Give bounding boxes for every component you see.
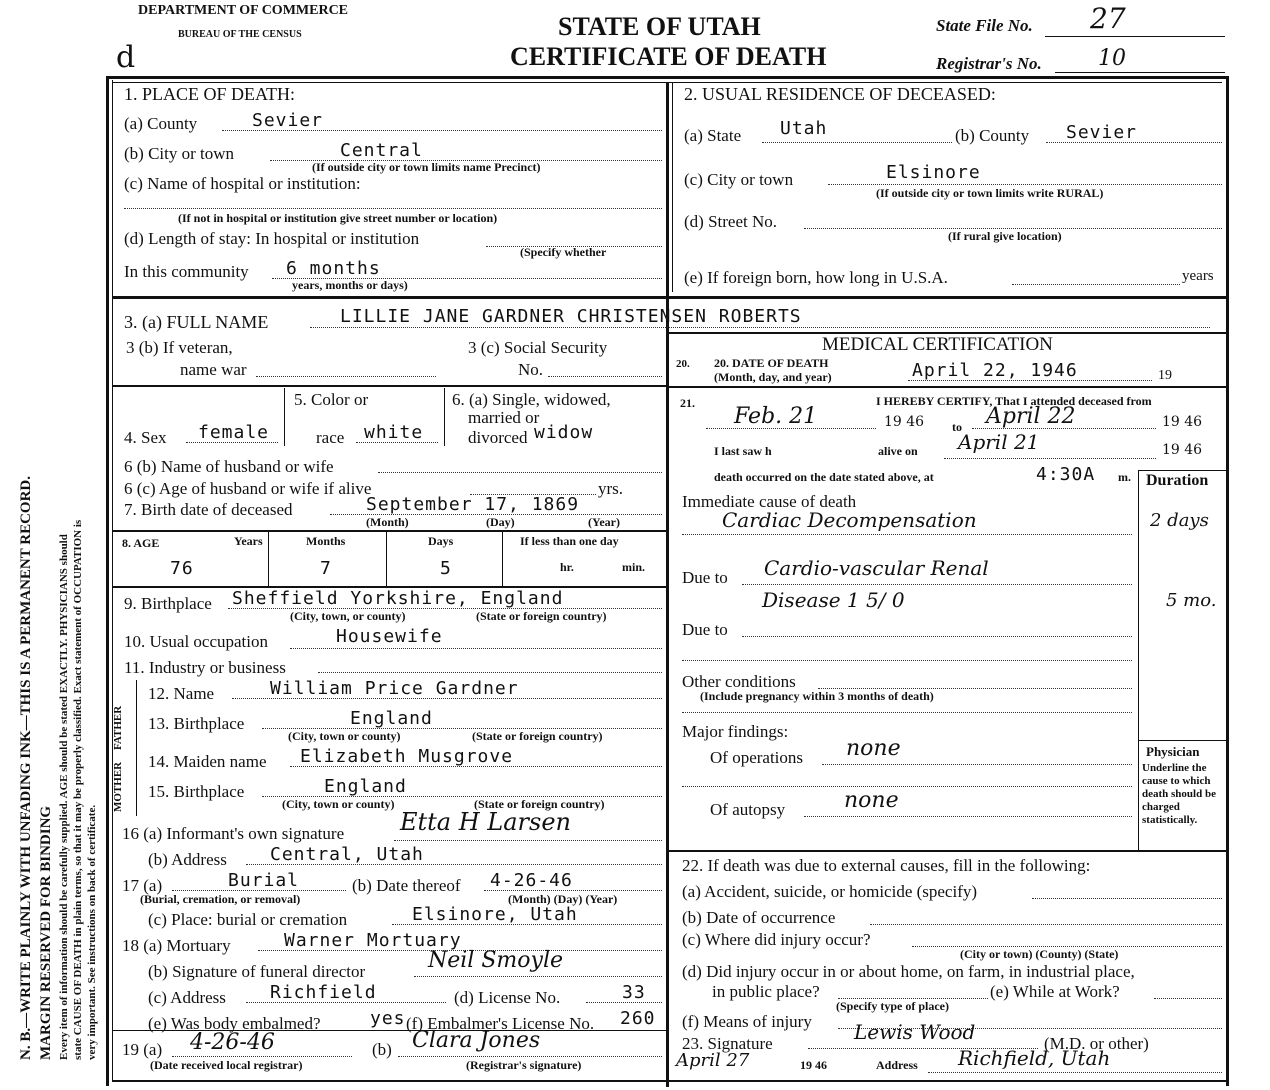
res-city-note: (If outside city or town limits write RURAL) [876, 186, 1104, 200]
age-days: 5 [440, 558, 452, 579]
mortuary-value: Warner Mortuary [284, 930, 462, 951]
mortuary-label: 18 (a) Mortuary [122, 936, 231, 955]
divider-external [666, 850, 1226, 852]
frame-bottom [112, 1080, 1226, 1082]
res-street-label: (d) Street No. [684, 212, 778, 231]
spouse-age-label: 6 (c) Age of husband or wife if alive [124, 479, 372, 498]
where-label: (c) Where did injury occur? [682, 930, 871, 949]
div-age-2 [386, 532, 387, 588]
margin-line-4: state CAUSE OF DEATH in plain terms, so that it may be properly classified. Exact statement of OCCUPATION is [72, 519, 84, 1060]
margin-line-1: N. B.—WRITE PLAINLY WITH UNFADING INK—THIS IS A PERMANENT RECORD. [18, 476, 34, 1060]
date-death-note: (Month, day, and year) [714, 370, 832, 384]
race-label: race [316, 428, 345, 447]
ssn-line [548, 376, 662, 377]
embalmer-value: 260 [620, 1008, 656, 1029]
res-foreign-label: (e) If foreign born, how long in U.S.A. [684, 268, 948, 287]
occupation-label: 10. Usual occupation [124, 632, 268, 651]
mortuary-address-line [246, 1002, 446, 1003]
age-hr-label: hr. [560, 560, 574, 574]
disposition-date: 4-26-46 [490, 870, 573, 891]
md-label: (M.D. or other) [1044, 1034, 1149, 1053]
frame-left [106, 76, 109, 1086]
certificate-title: CERTIFICATE OF DEATH [510, 42, 827, 71]
informant-sig-label: 16 (a) Informant's own signature [122, 824, 345, 843]
age-months: 7 [320, 558, 332, 579]
sex-line [186, 442, 278, 443]
accident-label: (a) Accident, suicide, or homicide (specify) [682, 882, 978, 901]
where-notes: (City or town) (County) (State) [960, 947, 1119, 961]
date-death-value: April 22, 1946 [912, 360, 1078, 381]
registrar-value: 10 [1098, 46, 1126, 71]
father-birth-label: 13. Birthplace [148, 714, 245, 733]
attended-from: Feb. 21 [734, 404, 818, 429]
attended-to-line [972, 428, 1156, 429]
age-years: 76 [170, 558, 194, 579]
hospital-line [124, 208, 662, 209]
informant-address-value: Central, Utah [270, 844, 424, 865]
due-to-value-1b: Disease 1 5/ 0 [762, 588, 905, 612]
county-line [222, 130, 662, 131]
birth-month-note: (Month) [366, 515, 409, 529]
attended-to: April 22 [986, 404, 1076, 429]
due-to-label-1: Due to [682, 568, 728, 587]
registrar-line [1055, 72, 1225, 73]
community-value: 6 months [286, 258, 381, 279]
mortuary-address-label: (c) Address [148, 988, 226, 1007]
father-note-2: (State or foreign country) [472, 729, 603, 743]
race-line [356, 442, 438, 443]
industry-label: 11. Industry or business [124, 658, 286, 677]
state-file-value: 27 [1090, 2, 1126, 35]
disposition-label: 17 (a) [122, 876, 163, 895]
disposition-method-note: (Burial, cremation, or removal) [140, 892, 301, 906]
div-age-1 [268, 532, 269, 588]
external-heading: 22. If death was due to external causes, fill in the following: [682, 856, 1091, 875]
attended-from-year: 19 46 [884, 414, 925, 430]
center-divider [666, 82, 669, 1087]
date-death-year: 19 [1158, 368, 1172, 383]
mother-name-value: Elizabeth Musgrove [300, 746, 514, 767]
informant-signature: Etta H Larsen [400, 808, 571, 836]
divider-date-death [666, 386, 1226, 388]
operations-label: Of operations [710, 748, 804, 767]
last-saw-label: I last saw h [714, 444, 772, 458]
mother-birth-value: England [324, 776, 407, 797]
veteran-label: 3 (b) If veteran, [126, 338, 233, 357]
disposition-method-line [172, 890, 346, 891]
mother-name-label: 14. Maiden name [148, 752, 267, 771]
veteran-line [256, 376, 436, 377]
specify-note: (Specify type of place) [836, 999, 949, 1013]
res-county-line [1046, 142, 1222, 143]
res-foreign-line [1012, 284, 1180, 285]
occurrence-date-label: (b) Date of occurrence [682, 908, 836, 927]
full-name-line [310, 327, 1210, 328]
ssn-no-label: No. [518, 360, 544, 379]
director-sig-line [414, 976, 662, 977]
full-name-value: LILLIE JANE GARDNER CHRISTENSEN ROBERTS [340, 306, 802, 327]
birthplace-note-1: (City, town, or county) [290, 609, 406, 623]
registrar-sig-line [398, 1056, 662, 1057]
state-file-line [1045, 36, 1225, 37]
date-death-line [908, 380, 1152, 381]
department-label: DEPARTMENT OF COMMERCE [138, 3, 349, 18]
due-to-line-1 [742, 584, 1132, 585]
occupation-value: Housewife [336, 626, 443, 647]
community-note: years, months or days) [292, 278, 408, 292]
marital-label: 6. (a) Single, widowed, [452, 390, 611, 409]
death-time-suffix: m. [1118, 470, 1131, 484]
duration-top [1138, 470, 1226, 471]
burial-place-line [392, 924, 662, 925]
age-less-day-label: If less than one day [520, 534, 619, 548]
received-note: (Date received local registrar) [150, 1058, 303, 1072]
due-to-value-1: Cardio-vascular Renal [764, 556, 989, 580]
operations-value: none [846, 736, 901, 761]
divider-age-top [112, 530, 666, 532]
father-name-label: 12. Name [148, 684, 215, 703]
divider-veteran [112, 385, 666, 387]
registrar-note: (Registrar's signature) [466, 1058, 582, 1072]
other-conditions-note: (Include pregnancy within 3 months of death) [700, 689, 934, 703]
autopsy-line [804, 816, 1132, 817]
bureau-label: BUREAU OF THE CENSUS [178, 29, 302, 40]
immediate-duration: 2 days [1150, 510, 1209, 531]
occurred-label: death occurred on the date stated above, at [714, 470, 934, 484]
spouse-line [378, 472, 662, 473]
race-value: white [364, 422, 424, 443]
hospital-label: (c) Name of hospital or institution: [124, 174, 361, 193]
registrar-label: Registrar's No. [936, 54, 1042, 73]
license-value: 33 [622, 982, 646, 1003]
veteran-war-label: name war [180, 360, 247, 379]
certify-num: 21. [680, 396, 695, 410]
disposition-date-line [484, 890, 662, 891]
operations-line-2 [682, 786, 1132, 787]
corner-mark: d [116, 40, 136, 75]
industry-line [318, 672, 662, 673]
father-name-line [232, 698, 662, 699]
color-label: 5. Color or [294, 390, 369, 409]
res-state-value: Utah [780, 118, 828, 139]
disposition-date-note: (Month) (Day) (Year) [508, 892, 618, 906]
mother-side-label: MOTHER [112, 761, 124, 812]
div-age-3 [502, 532, 503, 588]
residence-heading: 2. USUAL RESIDENCE OF DECEASED: [684, 84, 996, 104]
disposition-date-label: (b) Date thereof [352, 876, 461, 895]
informant-address-label: (b) Address [148, 850, 227, 869]
immediate-cause: Cardiac Decompensation [722, 508, 977, 532]
last-saw-line [944, 458, 1156, 459]
sex-label: 4. Sex [124, 428, 167, 447]
due-to-duration: 5 mo. [1166, 590, 1217, 611]
stay-label: (d) Length of stay: In hospital or institution [124, 229, 420, 248]
underline-note: Underline the cause to which death should be charged statistically. [1142, 762, 1216, 826]
birth-label: 7. Birth date of deceased [124, 500, 293, 519]
received-line [172, 1056, 352, 1057]
father-note-1: (City, town or county) [288, 729, 401, 743]
public-label: in public place? [712, 982, 820, 1001]
birthplace-label: 9. Birthplace [124, 594, 212, 613]
attended-from-line [706, 428, 876, 429]
registrar-b-label: (b) [372, 1040, 392, 1059]
duration-label: Duration [1146, 472, 1209, 489]
birth-year-note: (Year) [588, 515, 620, 529]
last-saw-mid: alive on [878, 444, 918, 458]
div-sex-race [284, 388, 285, 446]
city-label: (b) City or town [124, 144, 235, 163]
res-city-line [828, 184, 1222, 185]
home-label: (d) Did injury occur in or about home, on farm, in industrial place, [682, 962, 1135, 981]
director-sig-label: (b) Signature of funeral director [148, 962, 366, 981]
physician-label: Physician [1146, 744, 1200, 759]
other-conditions-line-2 [682, 712, 1132, 713]
margin-line-2: MARGIN RESERVED FOR BINDING [38, 805, 54, 1060]
burial-place-value: Elsinore, Utah [412, 904, 578, 925]
occurrence-date-line [870, 924, 1222, 925]
occupation-line [290, 648, 662, 649]
birthplace-value: Sheffield Yorkshire, England [232, 588, 564, 609]
divider-after-residence [112, 296, 1226, 299]
registrar-signature: Clara Jones [412, 1028, 541, 1053]
margin-line-5: very important. See instructions on back of certificate. [86, 804, 98, 1060]
frame-top [106, 76, 1228, 79]
death-time: 4:30A [1036, 464, 1096, 485]
informant-address-line [246, 864, 662, 865]
signature-date: April 27 [676, 1050, 750, 1071]
res-state-label: (a) State [684, 126, 742, 145]
marital-label-2: married or [468, 408, 540, 427]
res-county-value: Sevier [1066, 122, 1138, 143]
last-saw-value: April 21 [958, 430, 1040, 454]
mother-name-line [290, 766, 662, 767]
due-to-label-2: Due to [682, 620, 728, 639]
birth-value: September 17, 1869 [366, 494, 580, 515]
sex-value: female [198, 422, 270, 443]
mother-birth-label: 15. Birthplace [148, 782, 245, 801]
marital-value: widow [534, 422, 594, 443]
immediate-label: Immediate cause of death [682, 492, 857, 511]
director-signature: Neil Smoyle [428, 948, 563, 973]
disposition-method: Burial [228, 870, 300, 891]
birth-day-note: (Day) [486, 515, 515, 529]
received-value: 4-26-46 [190, 1030, 275, 1055]
work-label: (e) While at Work? [990, 982, 1120, 1001]
mother-note-1: (City, town or county) [282, 797, 395, 811]
other-conditions-label: Other conditions [682, 672, 796, 691]
county-value: Sevier [252, 110, 324, 131]
spouse-age-unit: yrs. [598, 479, 624, 498]
age-min-label: min. [622, 560, 646, 574]
father-name-value: William Price Gardner [270, 678, 519, 699]
burial-place-label: (c) Place: burial or cremation [148, 910, 348, 929]
embalmed-label: (e) Was body embalmed? [148, 1014, 321, 1033]
informant-sig-line [394, 840, 662, 841]
community-label: In this community [124, 262, 249, 281]
res-city-value: Elsinore [886, 162, 981, 183]
full-name-label: 3. (a) FULL NAME [124, 312, 269, 332]
place-of-death-heading: 1. PLACE OF DEATH: [124, 84, 296, 104]
age-years-label: Years [234, 534, 263, 548]
embalmer-label: (f) Embalmer's License No. [406, 1014, 595, 1033]
age-label: 8. AGE [122, 536, 160, 550]
father-side-label: FATHER [112, 705, 124, 750]
birthplace-note-2: (State or foreign country) [476, 609, 607, 623]
date-death-label: 20. DATE OF DEATH [714, 356, 829, 370]
hospital-note: (If not in hospital or institution give street number or location) [178, 211, 498, 225]
city-note: (If outside city or town limits name Precinct) [312, 160, 541, 174]
state-title: STATE OF UTAH [558, 12, 761, 41]
physician-top [1138, 740, 1226, 741]
due-to-line-2 [742, 636, 1132, 637]
city-value: Central [340, 140, 423, 161]
age-months-label: Months [306, 534, 346, 548]
signature-label: 23. Signature [682, 1034, 773, 1053]
div-race-marital [444, 388, 445, 446]
margin-line-3: Every item of information should be carefully supplied. AGE should be stated EXACTLY. PHYSICIANS should [58, 534, 70, 1060]
signature-address-line [928, 1072, 1222, 1073]
res-street-note: (If rural give location) [948, 229, 1062, 243]
date-death-num: 20. [676, 358, 690, 370]
autopsy-value: none [844, 788, 899, 813]
mortuary-address-value: Richfield [270, 982, 377, 1003]
autopsy-label: Of autopsy [710, 800, 786, 819]
physician-signature: Lewis Wood [854, 1020, 976, 1044]
stay-note: (Specify whether [520, 245, 607, 259]
marital-label-3: divorced [468, 428, 528, 447]
county-label: (a) County [124, 114, 198, 133]
frame-right [1226, 76, 1229, 1086]
parents-bracket [136, 680, 137, 816]
signature-year: 19 46 [800, 1058, 827, 1072]
embalmed-value: yes [370, 1008, 406, 1029]
spouse-label: 6 (b) Name of husband or wife [124, 457, 334, 476]
signature-address: Richfield, Utah [958, 1046, 1111, 1070]
license-label: (d) License No. [454, 988, 561, 1007]
attended-to-year: 19 46 [1162, 414, 1203, 430]
received-label: 19 (a) [122, 1040, 163, 1059]
mother-note-2: (State or foreign country) [474, 797, 605, 811]
certify-label: I HEREBY CERTIFY, That I attended deceased from [876, 394, 1152, 408]
license-line [586, 1002, 662, 1003]
center-divider-2 [672, 82, 673, 292]
ssn-label: 3 (c) Social Security [468, 338, 608, 357]
signature-address-label: Address [876, 1058, 918, 1072]
means-label: (f) Means of injury [682, 1012, 812, 1031]
work-line [1154, 998, 1222, 999]
attended-to-label: to [952, 420, 962, 434]
due-to-line-3 [682, 660, 1132, 661]
father-birth-value: England [350, 708, 433, 729]
duration-col [1138, 470, 1139, 850]
findings-label: Major findings: [682, 722, 789, 741]
immediate-line [682, 534, 1132, 535]
res-state-line [762, 142, 952, 143]
operations-line [822, 764, 1132, 765]
res-foreign-unit: years [1182, 268, 1214, 284]
res-city-label: (c) City or town [684, 170, 794, 189]
state-file-label: State File No. [936, 16, 1033, 35]
accident-line [1032, 898, 1222, 899]
medical-heading: MEDICAL CERTIFICATION [822, 334, 1053, 355]
last-saw-year: 19 46 [1162, 442, 1203, 458]
frame-left-inner [112, 80, 113, 1080]
res-county-label: (b) County [955, 126, 1030, 145]
age-days-label: Days [428, 534, 454, 548]
